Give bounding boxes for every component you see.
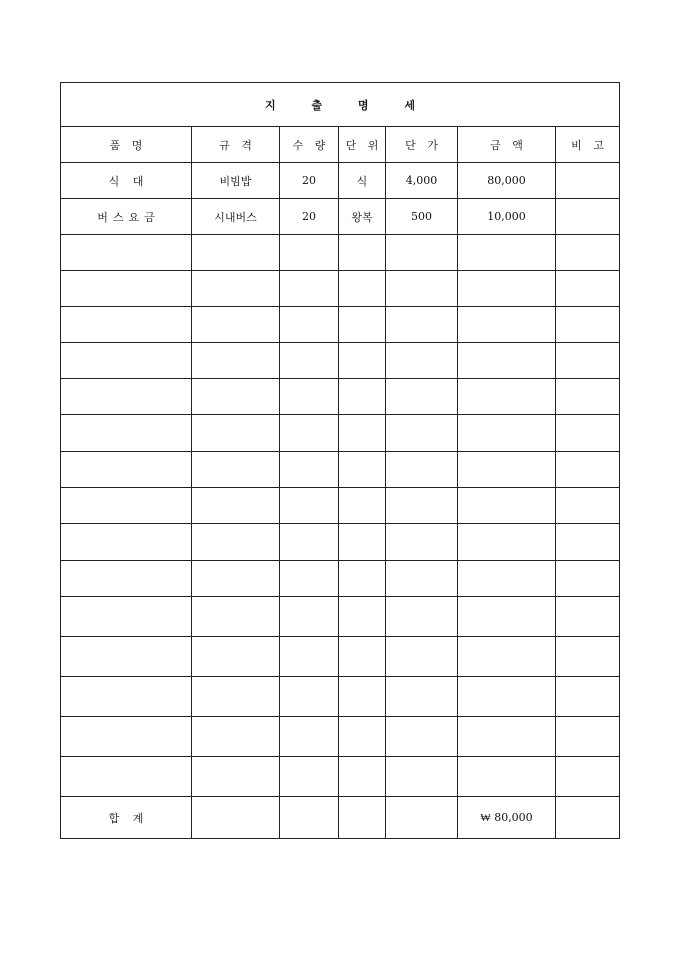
empty-cell [61,452,192,488]
empty-cell [458,235,556,271]
total-label: 합 계 [61,797,192,839]
empty-cell [192,415,280,452]
empty-cell [458,637,556,677]
empty-cell [280,379,339,415]
empty-row [61,561,620,597]
empty-cell [458,524,556,561]
empty-cell [280,597,339,637]
empty-cell [192,637,280,677]
cell-note [556,199,620,235]
empty-cell [556,452,620,488]
total-blank [192,797,280,839]
cell-qty: 20 [280,163,339,199]
empty-cell [458,271,556,307]
empty-cell [280,757,339,797]
table-row [61,199,620,235]
empty-cell [280,271,339,307]
empty-cell [339,637,386,677]
empty-cell [61,379,192,415]
empty-cell [192,524,280,561]
empty-cell [339,717,386,757]
header-unit: 단 위 [339,127,386,163]
empty-row [61,307,620,343]
empty-cell [339,343,386,379]
empty-row [61,597,620,637]
empty-cell [339,379,386,415]
empty-cell [192,379,280,415]
empty-cell [458,561,556,597]
empty-cell [458,343,556,379]
empty-cell [556,415,620,452]
empty-cell [61,271,192,307]
empty-cell [458,597,556,637]
header-note: 비 고 [556,127,620,163]
header-price: 단 가 [386,127,458,163]
empty-cell [192,307,280,343]
empty-row [61,488,620,524]
total-row [61,797,620,839]
empty-cell [556,677,620,717]
empty-cell [280,637,339,677]
empty-cell [386,524,458,561]
cell-item: 식 대 [61,163,192,199]
empty-cell [192,452,280,488]
empty-row [61,415,620,452]
empty-cell [458,488,556,524]
total-blank [280,797,339,839]
cell-spec: 비빔밥 [192,163,280,199]
empty-cell [280,415,339,452]
empty-cell [339,452,386,488]
total-amount: ₩ 80,000 [458,797,556,839]
empty-cell [61,717,192,757]
empty-cell [192,757,280,797]
empty-row [61,717,620,757]
empty-row [61,452,620,488]
table-row [61,163,620,199]
empty-cell [339,271,386,307]
empty-cell [386,307,458,343]
empty-cell [339,524,386,561]
empty-row [61,379,620,415]
empty-cell [556,637,620,677]
cell-unit: 식 [339,163,386,199]
empty-cell [556,379,620,415]
empty-cell [192,271,280,307]
empty-cell [458,677,556,717]
empty-cell [280,343,339,379]
empty-cell [339,235,386,271]
cell-amount: 80,000 [458,163,556,199]
empty-cell [61,597,192,637]
cell-price: 4,000 [386,163,458,199]
empty-cell [556,524,620,561]
total-blank [556,797,620,839]
empty-cell [339,597,386,637]
empty-cell [61,561,192,597]
empty-cell [556,307,620,343]
header-row [61,127,620,163]
empty-cell [280,235,339,271]
empty-cell [61,677,192,717]
cell-qty: 20 [280,199,339,235]
empty-cell [458,757,556,797]
empty-cell [280,717,339,757]
empty-row [61,271,620,307]
empty-cell [386,561,458,597]
empty-cell [61,343,192,379]
cell-item: 버스요금 [61,199,192,235]
empty-cell [61,415,192,452]
empty-row [61,235,620,271]
empty-cell [61,235,192,271]
header-spec: 규 격 [192,127,280,163]
empty-row [61,524,620,561]
empty-cell [61,307,192,343]
empty-cell [280,677,339,717]
empty-cell [458,717,556,757]
empty-cell [339,561,386,597]
empty-cell [192,597,280,637]
empty-cell [280,488,339,524]
total-blank [386,797,458,839]
empty-cell [192,488,280,524]
empty-cell [386,757,458,797]
empty-cell [280,561,339,597]
cell-note [556,163,620,199]
empty-cell [339,488,386,524]
empty-cell [386,452,458,488]
cell-price: 500 [386,199,458,235]
empty-cell [556,488,620,524]
empty-row [61,677,620,717]
empty-cell [556,561,620,597]
empty-cell [458,307,556,343]
empty-cell [61,488,192,524]
empty-cell [386,597,458,637]
empty-cell [192,717,280,757]
empty-cell [386,488,458,524]
page-title: 지 출 명 세 [61,83,620,127]
empty-row [61,343,620,379]
empty-cell [556,235,620,271]
expense-table [60,82,620,839]
empty-cell [386,235,458,271]
empty-cell [386,637,458,677]
empty-cell [386,717,458,757]
cell-spec: 시내버스 [192,199,280,235]
empty-cell [280,524,339,561]
empty-cell [339,415,386,452]
empty-cell [61,757,192,797]
empty-cell [339,757,386,797]
empty-cell [556,343,620,379]
empty-cell [458,415,556,452]
empty-cell [556,271,620,307]
empty-cell [556,597,620,637]
empty-cell [192,561,280,597]
empty-cell [386,677,458,717]
empty-cell [192,235,280,271]
empty-cell [192,677,280,717]
empty-cell [556,717,620,757]
empty-cell [386,343,458,379]
empty-cell [386,271,458,307]
empty-cell [339,677,386,717]
header-amount: 금 액 [458,127,556,163]
cell-amount: 10,000 [458,199,556,235]
empty-cell [61,524,192,561]
empty-cell [386,379,458,415]
empty-cell [458,379,556,415]
empty-cell [192,343,280,379]
total-blank [339,797,386,839]
cell-unit: 왕복 [339,199,386,235]
empty-row [61,637,620,677]
empty-cell [280,452,339,488]
empty-cell [339,307,386,343]
empty-cell [556,757,620,797]
header-qty: 수 량 [280,127,339,163]
empty-cell [280,307,339,343]
header-item: 품 명 [61,127,192,163]
empty-row [61,757,620,797]
empty-cell [61,637,192,677]
empty-cell [458,452,556,488]
empty-cell [386,415,458,452]
